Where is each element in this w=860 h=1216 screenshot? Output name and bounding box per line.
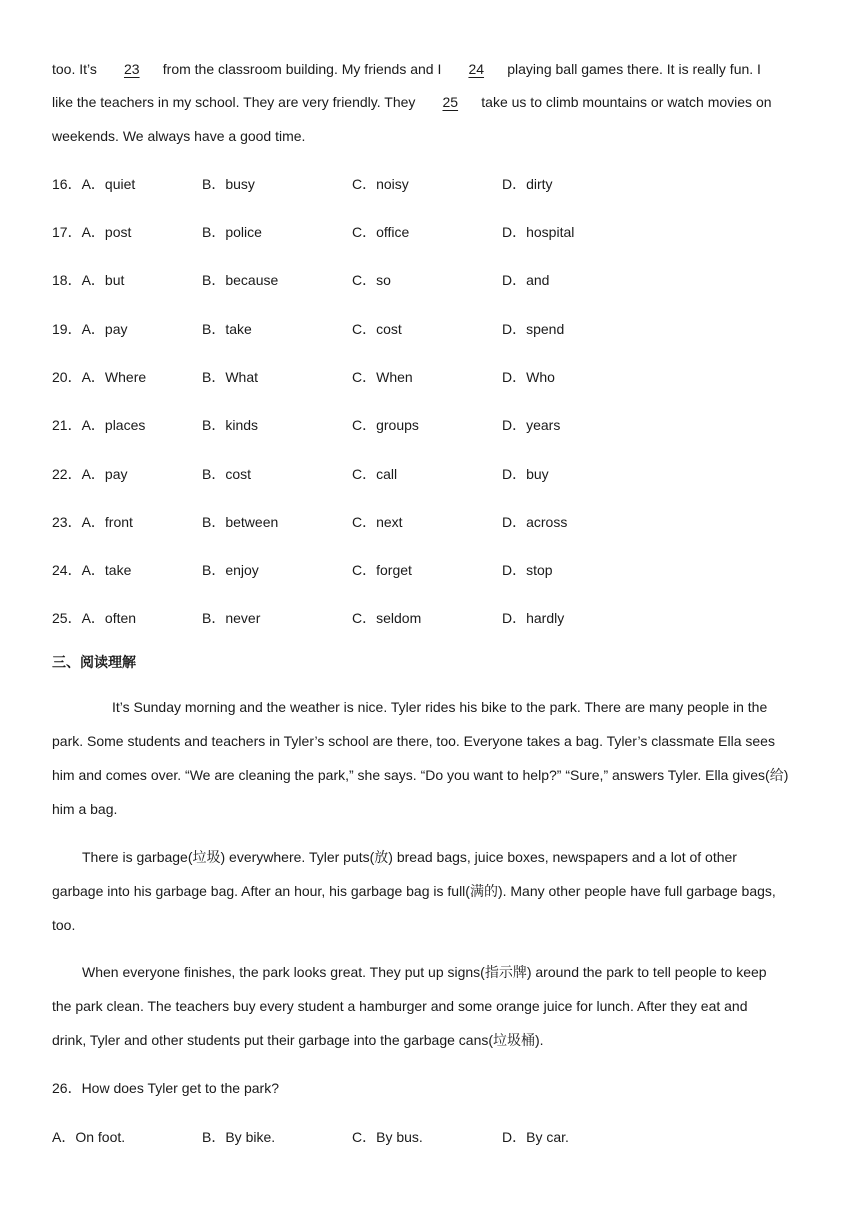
reading-p1-line: him and comes over. “We are cleaning the park,” she says. “Do you want to help?” “Sure,” answers Tyler. Ella gives(给)	[52, 767, 789, 783]
option-b[interactable]: B．because	[202, 272, 279, 288]
question-row	[52, 512, 812, 532]
option-d[interactable]: D．and	[502, 272, 550, 288]
option-a[interactable]: 24．A．take	[52, 562, 132, 578]
option-d[interactable]: D．dirty	[502, 176, 553, 192]
reading-p2-line: too.	[52, 917, 76, 933]
cloze-text: like the teachers in my school. They are very friendly. They	[52, 94, 420, 110]
option-a[interactable]: 23．A．front	[52, 514, 133, 530]
option-a[interactable]: A．On foot.	[52, 1129, 126, 1145]
option-d[interactable]: D．Who	[502, 369, 555, 385]
cloze-text: from the classroom building. My friends and I	[162, 61, 446, 77]
cloze-line-2	[52, 92, 772, 112]
option-a[interactable]: 19．A．pay	[52, 321, 128, 337]
question-row	[52, 608, 812, 628]
option-c[interactable]: C．so	[352, 272, 391, 288]
option-b[interactable]: B．What	[202, 369, 259, 385]
reading-p1-line: It’s Sunday morning and the weather is nice. Tyler rides his bike to the park. There are many people in the	[112, 699, 768, 715]
cloze-text: too. It’s	[52, 61, 101, 77]
question-row	[52, 415, 812, 435]
reading-p3-line: When everyone finishes, the park looks great. They put up signs(指示牌) around the park to tell people to keep	[82, 964, 767, 980]
cloze-line-3: weekends. We always have a good time.	[52, 128, 306, 144]
option-c[interactable]: C．office	[352, 224, 410, 240]
option-a[interactable]: 17．A．post	[52, 224, 132, 240]
option-d[interactable]: D．spend	[502, 321, 565, 337]
reading-p1-line: him a bag.	[52, 801, 118, 817]
reading-p3-line: drink, Tyler and other students put their garbage into the garbage cans(垃圾桶).	[52, 1032, 544, 1048]
option-c[interactable]: C．seldom	[352, 610, 422, 626]
option-a[interactable]: 16．A．quiet	[52, 176, 136, 192]
option-d[interactable]: D．years	[502, 417, 561, 433]
reading-p3-line: the park clean. The teachers buy every student a hamburger and some orange juice for lunch. After they eat and	[52, 998, 748, 1014]
option-c[interactable]: C．forget	[352, 562, 412, 578]
question-row	[52, 319, 812, 339]
option-a[interactable]: 20．A．Where	[52, 369, 147, 385]
question-row	[52, 464, 812, 484]
option-d[interactable]: D．hospital	[502, 224, 575, 240]
section-heading: 三、阅读理解	[52, 655, 136, 671]
option-c[interactable]: C．call	[352, 466, 398, 482]
cloze-text: playing ball games there. It is really fun. I	[507, 61, 761, 77]
option-c[interactable]: C．noisy	[352, 176, 409, 192]
option-b[interactable]: B．never	[202, 610, 261, 626]
option-c[interactable]: C．groups	[352, 417, 419, 433]
option-c[interactable]: C．By bus.	[352, 1129, 423, 1145]
option-c[interactable]: C．cost	[352, 321, 402, 337]
reading-p2-line: There is garbage(垃圾) everywhere. Tyler puts(放) bread bags, juice boxes, newspapers and a lot of other	[82, 849, 737, 865]
option-a[interactable]: 18．A．but	[52, 272, 125, 288]
cloze-text: take us to climb mountains or watch movies on	[481, 94, 772, 110]
reading-p2-line: garbage into his garbage bag. After an hour, his garbage bag is full(满的). Many other people have full garbage bags,	[52, 883, 776, 899]
question-row	[52, 222, 812, 242]
option-d[interactable]: D．hardly	[502, 610, 565, 626]
option-a[interactable]: 22．A．pay	[52, 466, 128, 482]
option-b[interactable]: B．kinds	[202, 417, 259, 433]
option-b[interactable]: B．By bike.	[202, 1129, 276, 1145]
option-d[interactable]: D．stop	[502, 562, 553, 578]
question-row	[52, 560, 812, 580]
option-a[interactable]: 25．A．often	[52, 610, 137, 626]
option-b[interactable]: B．between	[202, 514, 279, 530]
question-26-stem: 26．How does Tyler get to the park?	[52, 1080, 279, 1096]
option-b[interactable]: B．enjoy	[202, 562, 259, 578]
option-b[interactable]: B．police	[202, 224, 262, 240]
option-a[interactable]: 21．A．places	[52, 417, 146, 433]
option-b[interactable]: B．take	[202, 321, 252, 337]
question-row	[52, 174, 812, 194]
option-c[interactable]: C．When	[352, 369, 413, 385]
cloze-line-1	[52, 59, 761, 79]
option-d[interactable]: D．By car.	[502, 1129, 569, 1145]
blank-24: 24	[468, 61, 485, 77]
blank-25: 25	[442, 94, 459, 110]
question-26-options	[52, 1127, 812, 1147]
option-c[interactable]: C．next	[352, 514, 403, 530]
reading-p1-line: park. Some students and teachers in Tyler’s school are there, too. Everyone takes a bag. Tyler’s classmate Ella sees	[52, 733, 775, 749]
blank-23: 23	[123, 61, 140, 77]
option-b[interactable]: B．cost	[202, 466, 252, 482]
option-d[interactable]: D．across	[502, 514, 568, 530]
question-row	[52, 367, 812, 387]
question-row	[52, 270, 812, 290]
option-b[interactable]: B．busy	[202, 176, 255, 192]
option-d[interactable]: D．buy	[502, 466, 549, 482]
